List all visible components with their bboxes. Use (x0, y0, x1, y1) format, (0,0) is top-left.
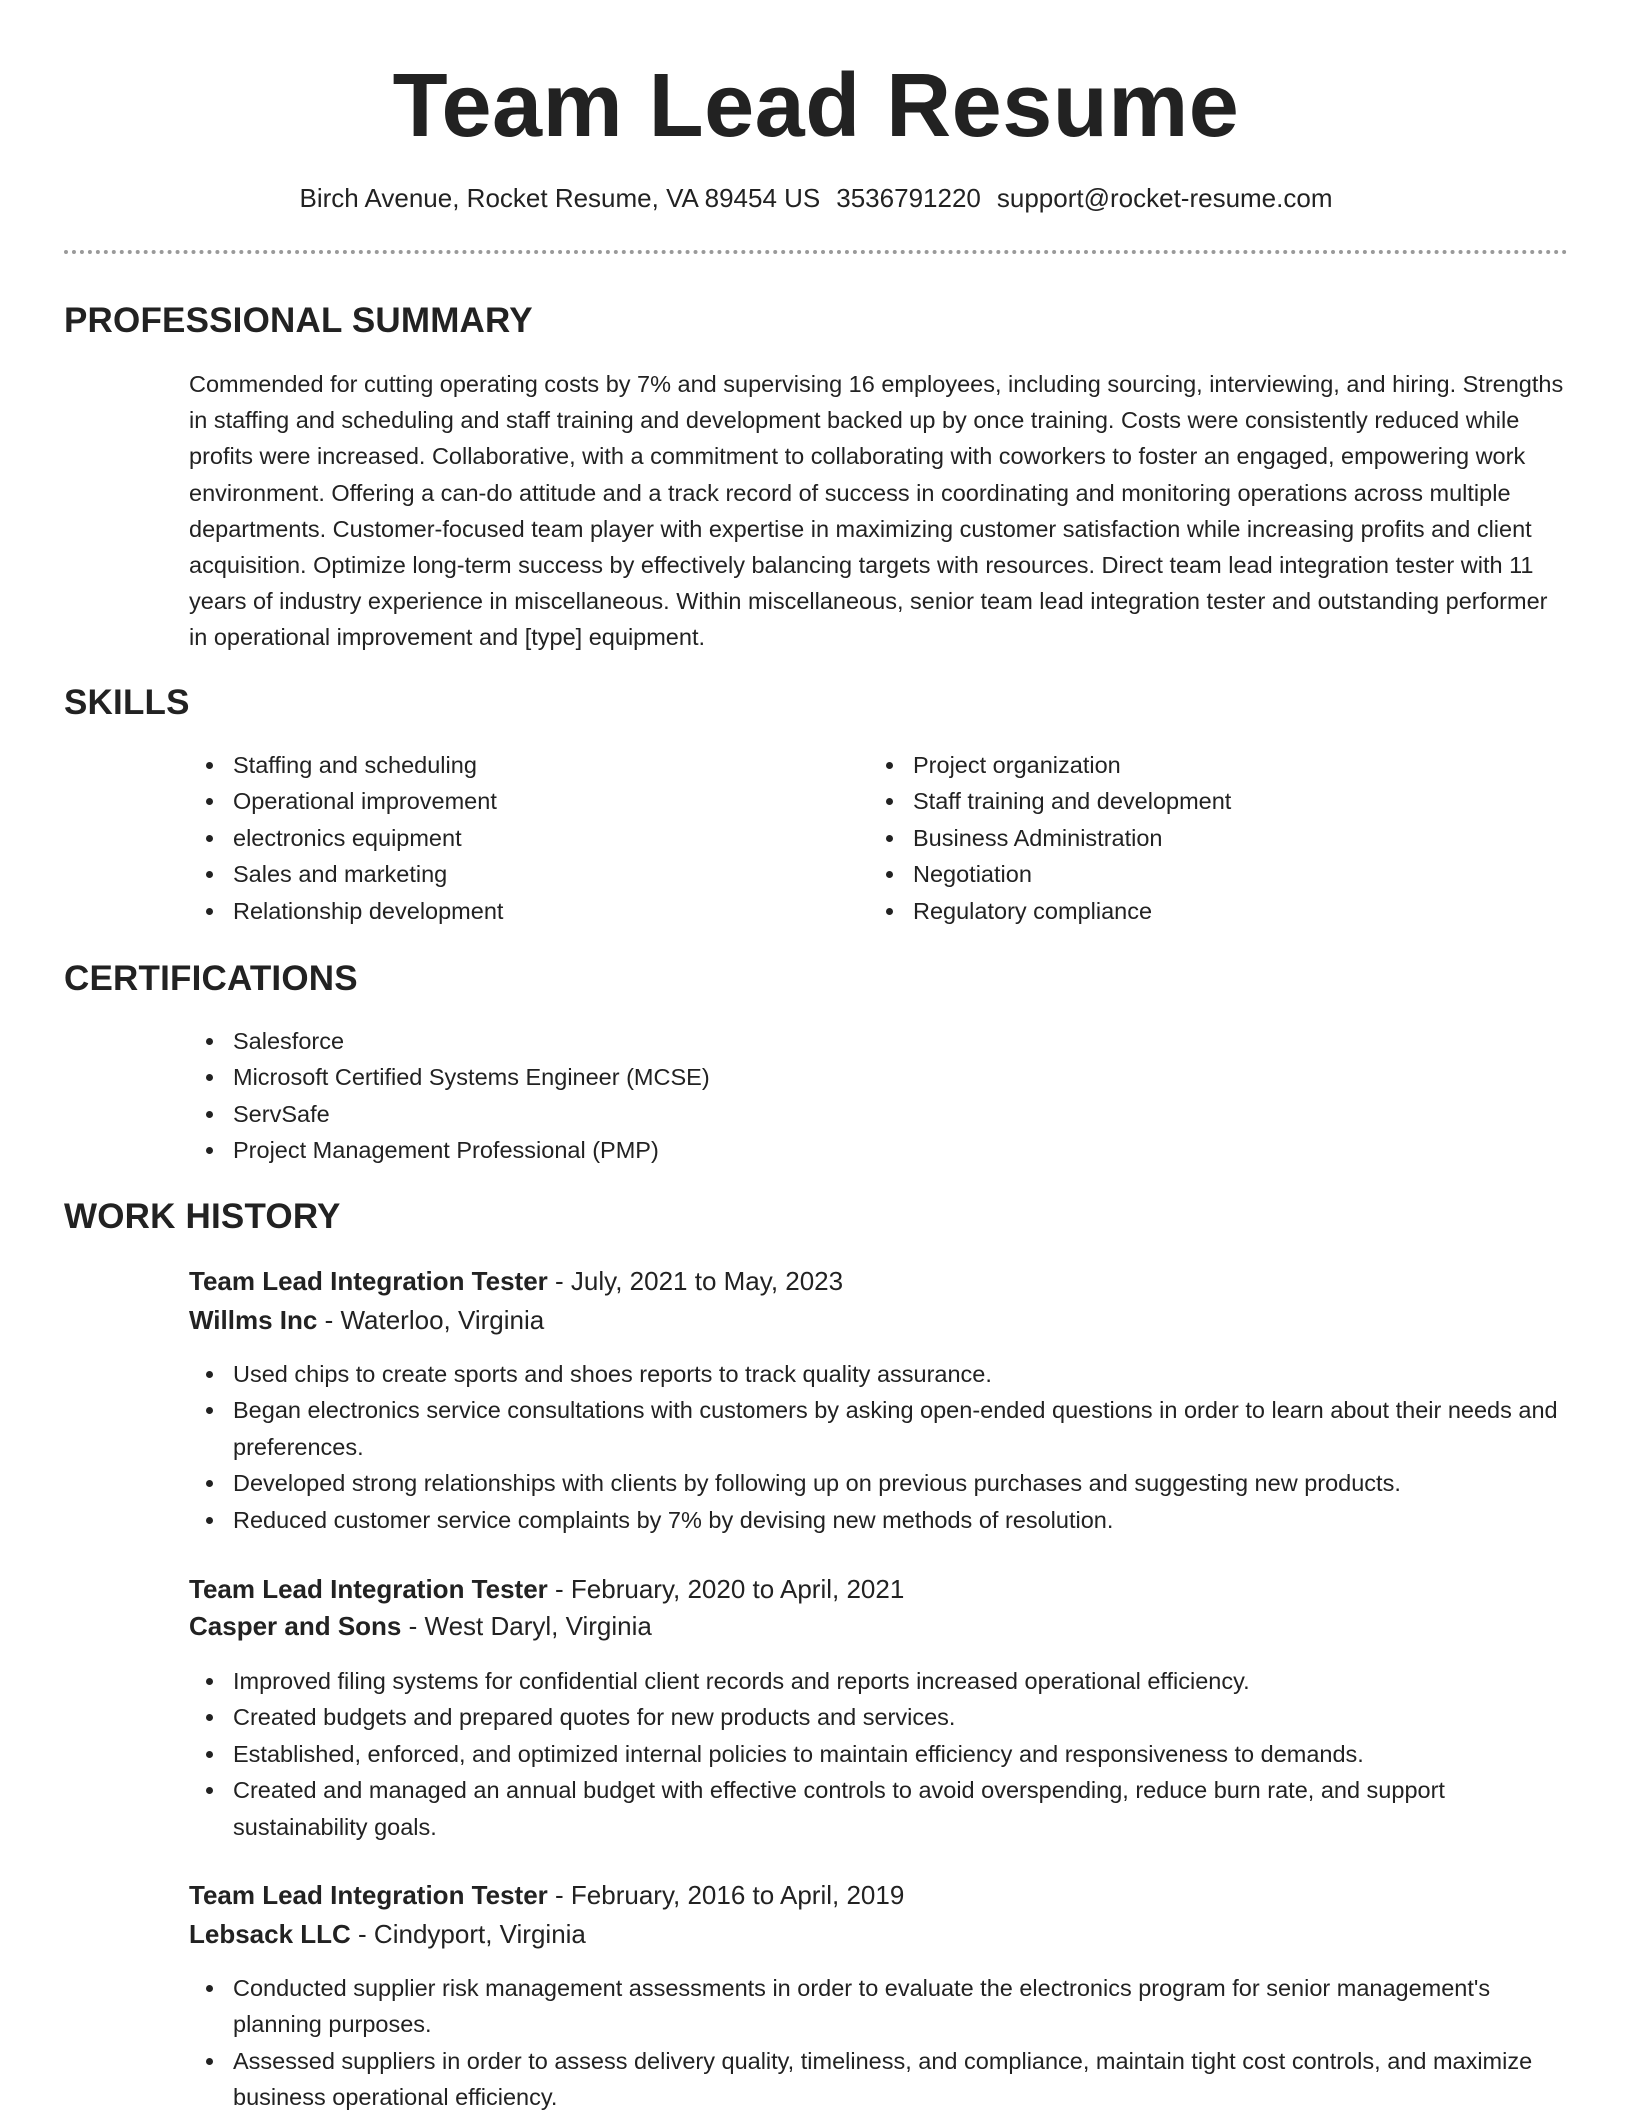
list-item: Reduced customer service complaints by 7% by devising new methods of resolution. (189, 1502, 1571, 1538)
job-role: Team Lead Integration Tester (189, 1880, 548, 1910)
contact-email: support@rocket-resume.com (996, 183, 1333, 213)
job-title-line (189, 1262, 843, 1300)
job-dates: - July, 2021 to May, 2023 (547, 1266, 844, 1296)
section-title-skills: SKILLS (64, 683, 190, 722)
list-item: Used chips to create sports and shoes reports to track quality assurance. (189, 1356, 1571, 1392)
list-item: Project Management Professional (PMP) (189, 1132, 1569, 1168)
list-item: Negotiation (869, 856, 1569, 892)
job-dates: - February, 2016 to April, 2019 (547, 1880, 905, 1910)
summary-text: Commended for cutting operating costs by 7% and supervising 16 employees, including sourcing, interviewing, and hiring. Strengths in staffing and scheduling and staff training and development backed up by once training. Costs were consistently reduced while profits were increased. Collaborative, with a commitment to collaborating with coworkers to foster an engaged, empowering work environment. Offering a can-do attitude and a track record of success in coordinating and monitoring operations across multiple departments. Customer-focused team player with expertise in maximizing customer satisfaction while increasing profits and client acquisition. Optimize long-term success by effectively balancing targets with resources. Direct team lead integration tester with 11 years of industry experience in miscellaneous. Within miscellaneous, senior team lead integration tester and outstanding performer in operational improvement and [type] equipment. (189, 371, 1564, 651)
job-location: - Waterloo, Virginia (317, 1305, 545, 1335)
list-item: Created budgets and prepared quotes for new products and services. (189, 1699, 1571, 1735)
job-title-line (189, 1876, 904, 1914)
list-item: Conducted supplier risk management assessments in order to evaluate the electronics program for senior management's planning purposes. (189, 1970, 1571, 2043)
list-item: electronics equipment (189, 820, 849, 856)
list-item: Created and managed an annual budget with effective controls to avoid overspending, reduce burn rate, and support sustainability goals. (189, 1772, 1571, 1845)
job-title-line (189, 1570, 904, 1608)
section-title-certifications: CERTIFICATIONS (64, 959, 358, 998)
contact-phone: 3536791220 (836, 183, 981, 213)
job-location: - West Daryl, Virginia (401, 1611, 652, 1641)
job-company: Willms Inc (189, 1305, 318, 1335)
job-bullets (189, 1356, 1571, 1538)
list-item: Relationship development (189, 893, 849, 929)
section-title-summary: PROFESSIONAL SUMMARY (64, 301, 533, 340)
job-company: Lebsack LLC (189, 1919, 351, 1949)
list-item: Microsoft Certified Systems Engineer (MCSE) (189, 1059, 1569, 1095)
list-item: Business Administration (869, 820, 1569, 856)
certifications-list (189, 1023, 1569, 1169)
skills-list-left (189, 747, 849, 929)
job-dates: - February, 2020 to April, 2021 (547, 1574, 905, 1604)
contact-line (0, 180, 1632, 216)
list-item: Improved filing systems for confidential client records and reports increased operational efficiency. (189, 1663, 1571, 1699)
job-role: Team Lead Integration Tester (189, 1266, 548, 1296)
list-item: Regulatory compliance (869, 893, 1569, 929)
job-role: Team Lead Integration Tester (189, 1574, 548, 1604)
resume-title: Team Lead Resume (392, 56, 1240, 156)
contact-address: Birch Avenue, Rocket Resume, VA 89454 US (299, 183, 821, 213)
skills-list-right (869, 747, 1569, 929)
job-bullets (189, 1663, 1571, 1845)
list-item: Established, enforced, and optimized internal policies to maintain efficiency and responsiveness to demands. (189, 1736, 1571, 1772)
list-item: Staff training and development (869, 783, 1569, 819)
list-item: Salesforce (189, 1023, 1569, 1059)
job-company-line (189, 1607, 652, 1645)
list-item: Assessed suppliers in order to assess delivery quality, timeliness, and compliance, maintain tight cost controls, and maximize business operational efficiency. (189, 2043, 1571, 2116)
list-item: Began electronics service consultations with customers by asking open-ended questions in order to learn about their needs and preferences. (189, 1392, 1571, 1465)
job-company: Casper and Sons (189, 1611, 402, 1641)
job-location: - Cindyport, Virginia (350, 1919, 586, 1949)
list-item: Operational improvement (189, 783, 849, 819)
list-item: Developed strong relationships with clients by following up on previous purchases and suggesting new products. (189, 1465, 1571, 1501)
list-item: ServSafe (189, 1096, 1569, 1132)
job-bullets (189, 1970, 1571, 2116)
header-divider (64, 250, 1568, 254)
list-item: Sales and marketing (189, 856, 849, 892)
list-item: Staffing and scheduling (189, 747, 849, 783)
list-item: Project organization (869, 747, 1569, 783)
job-company-line (189, 1915, 586, 1953)
section-title-work-history: WORK HISTORY (64, 1197, 341, 1236)
job-company-line (189, 1301, 544, 1339)
